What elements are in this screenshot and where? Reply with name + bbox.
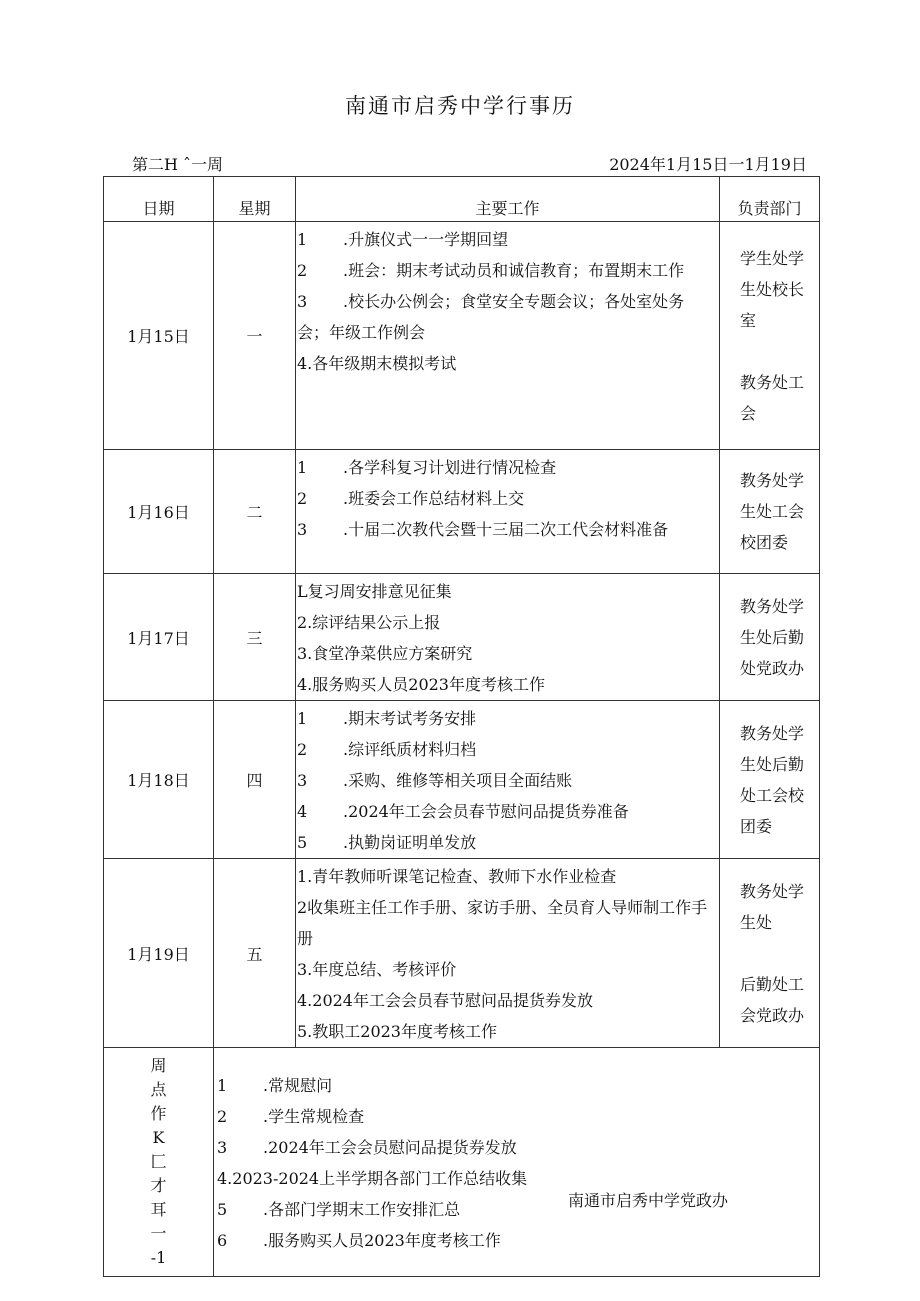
dept-line: 教务处工 — [740, 372, 805, 392]
work-item — [297, 576, 715, 607]
day-date: 1月19日 — [104, 859, 214, 1048]
header-work: 主要工作 — [296, 177, 720, 222]
work-item — [297, 703, 715, 734]
work-item — [297, 255, 715, 286]
work-item — [297, 286, 715, 348]
work-item-text: 4.2023-2024上半学期各部门工作总结收集 — [217, 1169, 528, 1188]
dept-line: 后勤处工 — [740, 974, 805, 994]
dept-line — [740, 938, 817, 969]
work-item-number: 3 — [297, 520, 308, 539]
work-item-number: 6 — [217, 1231, 228, 1250]
weekly-focus-label-char: 一 — [150, 1224, 167, 1243]
day-date: 1月18日 — [104, 701, 214, 859]
work-item-text: 4.各年级期末模拟考试 — [297, 354, 457, 373]
work-item-text: .服务购买人员2023年度考核工作 — [263, 1231, 501, 1250]
work-item-text: .2024年工会会员慰问品提货券发放 — [263, 1138, 517, 1157]
work-item-text: .综评纸质材料归档 — [343, 740, 477, 759]
day-work — [296, 222, 720, 450]
work-item-number: 5 — [297, 833, 308, 852]
work-item — [297, 796, 715, 827]
work-item-text: 2.综评结果公示上报 — [297, 613, 441, 632]
work-item-number: 2 — [297, 489, 308, 508]
work-item — [297, 224, 715, 255]
work-item — [217, 1101, 815, 1132]
page-title: 南通市启秀中学行事历 — [345, 94, 575, 118]
work-item-text: .采购、维修等相关项目全面结账 — [343, 771, 573, 790]
work-item — [297, 1016, 715, 1047]
schedule-table — [103, 176, 820, 1277]
dept-line: 教务处学 — [740, 723, 805, 743]
work-item-text: 4.2024年工会会员春节慰问品提货券发放 — [297, 991, 593, 1010]
day-weekday: 四 — [214, 701, 296, 859]
day-weekday: 三 — [214, 574, 296, 701]
footer-signature: 南通市启秀中学党政办 — [568, 1191, 729, 1210]
work-item-number: 3 — [297, 292, 308, 311]
dept-line: 教务处学 — [740, 471, 805, 490]
work-item — [297, 954, 715, 985]
dept-line: 教务处学 — [740, 596, 805, 616]
day-work — [296, 574, 720, 701]
work-item-number: 3 — [297, 771, 308, 790]
day-dept — [720, 222, 820, 450]
work-item — [297, 669, 715, 700]
header-dept: 负责部门 — [720, 177, 820, 222]
work-item-text: 1.青年教师听课笔记检查、教师下水作业检查 — [297, 867, 617, 886]
day-row — [104, 222, 820, 450]
header-row — [104, 177, 820, 222]
work-item-text: .执勤岗证明单发放 — [343, 833, 477, 852]
day-dept — [720, 859, 820, 1048]
work-item — [297, 514, 715, 545]
work-item-text: 3.食堂净菜供应方案研究 — [297, 644, 473, 663]
work-item-number: 1 — [217, 1076, 228, 1095]
dept-line: 生处校长 — [740, 279, 805, 299]
dept-line: 会 — [740, 403, 757, 423]
work-item — [217, 1070, 815, 1101]
work-item — [297, 827, 715, 858]
work-item-number: 1 — [297, 230, 308, 249]
dept-line: 生处工会 — [740, 502, 805, 521]
dept-line: 处工会校 — [740, 785, 805, 805]
dept-line: 会党政办 — [740, 1005, 805, 1025]
work-item-text: 2收集班主任工作手册、家访手册、全员育人导师制工作手册 — [297, 898, 708, 948]
day-row — [104, 574, 820, 701]
work-item-text: .升旗仪式一一学期回望 — [343, 230, 509, 249]
dept-line: 教务处学 — [740, 881, 805, 901]
work-item — [297, 452, 715, 483]
work-item — [297, 734, 715, 765]
weekly-focus-label-char: 才 — [150, 1176, 167, 1195]
work-item-text: 5.教职工2023年度考核工作 — [297, 1022, 497, 1041]
work-item — [297, 861, 715, 892]
work-item-number: 1 — [297, 458, 308, 477]
work-item-text: .十届二次教代会暨十三届二次工代会材料准备 — [343, 520, 669, 539]
weekly-focus-label-char: K — [152, 1128, 165, 1147]
work-item — [297, 985, 715, 1016]
day-dept — [720, 450, 820, 574]
dept-line: 生处后勤 — [740, 627, 805, 647]
day-weekday: 五 — [214, 859, 296, 1048]
work-item — [297, 607, 715, 638]
day-weekday: 一 — [214, 222, 296, 450]
day-weekday: 二 — [214, 450, 296, 574]
day-work — [296, 450, 720, 574]
work-item-number: 4 — [297, 802, 308, 821]
work-item-text: L复习周安排意见征集 — [297, 582, 452, 601]
day-row — [104, 859, 820, 1048]
work-item-number: 5 — [217, 1200, 228, 1219]
work-item — [217, 1132, 815, 1163]
weekly-focus-label-char: 点 — [150, 1080, 167, 1099]
work-item — [297, 638, 715, 669]
work-item-number: 2 — [297, 740, 308, 759]
weekly-focus-row — [104, 1048, 820, 1277]
work-item-text: .各学科复习计划进行情况检查 — [343, 458, 557, 477]
weekly-focus-items — [214, 1048, 820, 1277]
work-item-text: .各部门学期末工作安排汇总 — [263, 1200, 461, 1219]
work-item-text: 3.年度总结、考核评价 — [297, 960, 457, 979]
work-item-text: .期末考试考务安排 — [343, 709, 477, 728]
dept-line: 校团委 — [740, 533, 789, 552]
date-range: 2024年1月15日一1月19日 — [609, 155, 807, 174]
work-item — [297, 892, 715, 954]
work-item-number: 2 — [297, 261, 308, 280]
weekly-focus-label — [104, 1048, 214, 1277]
dept-line: 生处 — [740, 912, 773, 932]
dept-line: 室 — [740, 310, 757, 330]
dept-line — [740, 336, 817, 367]
work-item — [297, 348, 715, 379]
dept-line: 生处后勤 — [740, 754, 805, 774]
weekly-focus-label-char: 周 — [150, 1056, 167, 1075]
work-item-text: .学生常规检查 — [263, 1107, 365, 1126]
work-item-number: 2 — [217, 1107, 228, 1126]
weekly-focus-label-char: 匚 — [150, 1152, 167, 1171]
day-date: 1月16日 — [104, 450, 214, 574]
work-item-number: 1 — [297, 709, 308, 728]
weekly-focus-label-char: 作 — [150, 1104, 167, 1123]
day-work — [296, 701, 720, 859]
work-item-text: .校长办公例会；食堂安全专题会议；各处室处务会；年级工作例会 — [297, 292, 685, 342]
work-item-text: .班会：期末考试动员和诚信教育；布置期末工作 — [343, 261, 685, 280]
dept-line: 团委 — [740, 816, 773, 836]
day-date: 1月15日 — [104, 222, 214, 450]
dept-line: 处党政办 — [740, 658, 805, 678]
dept-line: 学生处学 — [740, 248, 805, 268]
work-item-text: 4.服务购买人员2023年度考核工作 — [297, 675, 545, 694]
day-date: 1月17日 — [104, 574, 214, 701]
day-dept — [720, 574, 820, 701]
work-item-text: .常规慰问 — [263, 1076, 333, 1095]
weekly-focus-label-char: 耳 — [150, 1200, 167, 1219]
day-row — [104, 701, 820, 859]
work-item — [217, 1225, 815, 1256]
day-dept — [720, 701, 820, 859]
work-item-number: 3 — [217, 1138, 228, 1157]
header-weekday: 星期 — [214, 177, 296, 222]
header-date: 日期 — [104, 177, 214, 222]
week-label: 第二H ˆ一周 — [132, 155, 224, 174]
day-work — [296, 859, 720, 1048]
day-row — [104, 450, 820, 574]
work-item — [297, 765, 715, 796]
weekly-focus-label-char: -1 — [150, 1248, 167, 1267]
work-item-text: .班委会工作总结材料上交 — [343, 489, 525, 508]
work-item-text: .2024年工会会员春节慰问品提货券准备 — [343, 802, 629, 821]
work-item — [297, 483, 715, 514]
